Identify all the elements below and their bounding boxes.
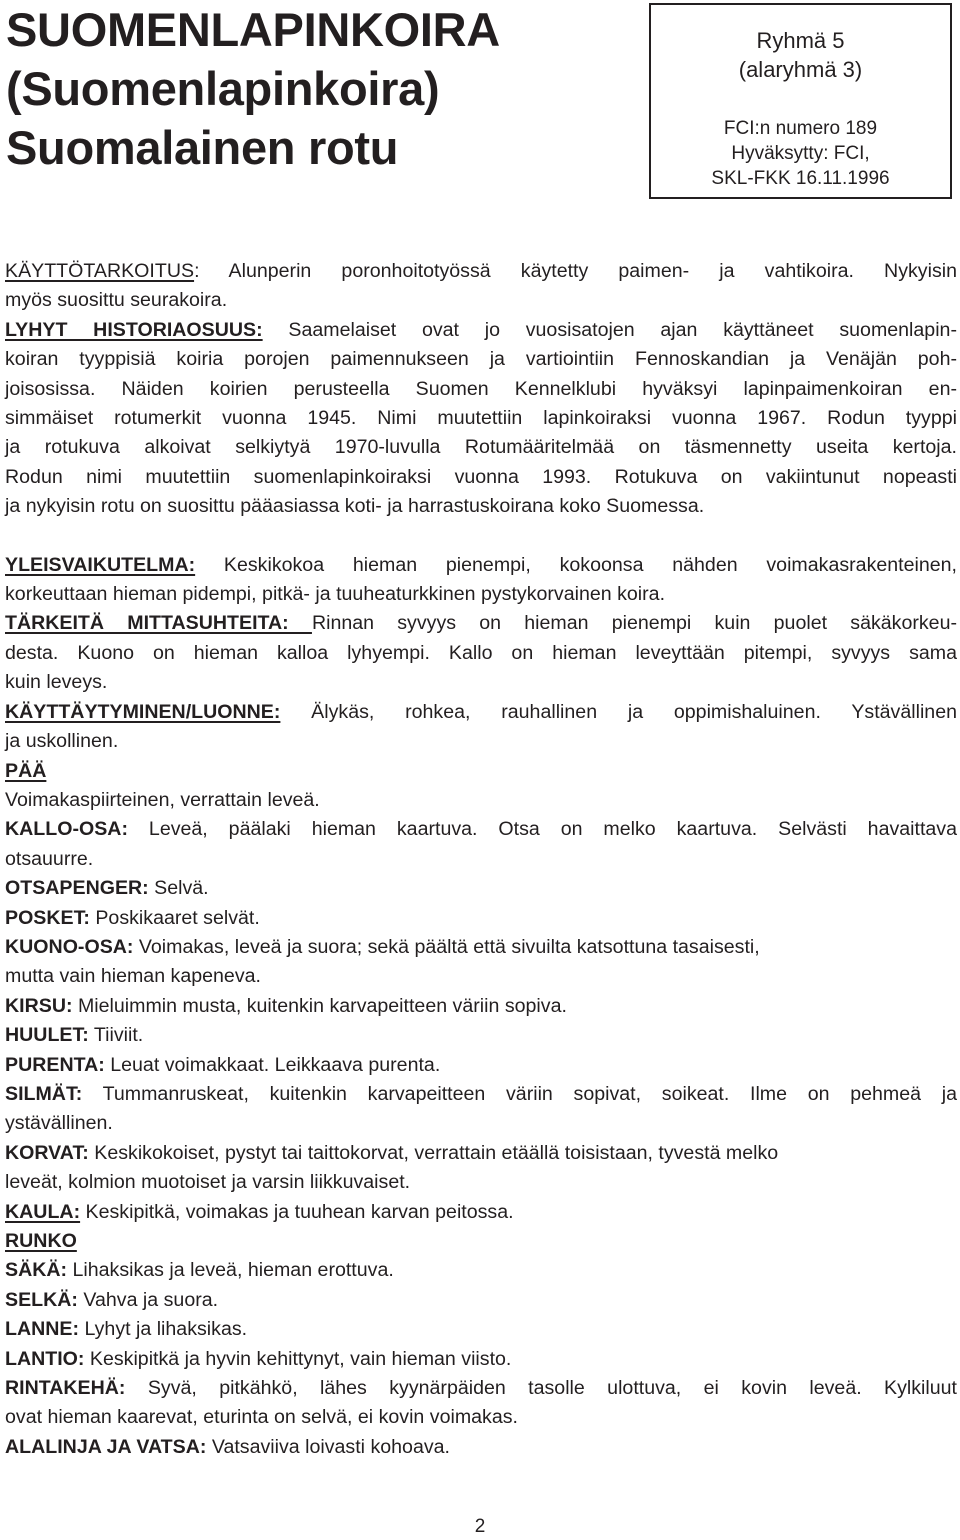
heading-kayttotarkoitus: KÄYTTÖTARKOITUS [5,260,195,282]
heading-mittasuhteet: TÄRKEITÄ MITTASUHTEITA: [5,612,312,635]
section-luonne: KÄYTTÄYTYMINEN/LUONNE: Älykäs, rohkea, rauhallinen ja oppimishaluinen. Ystävällinen ja uskollinen. [5,700,957,753]
group-block [651,26,950,84]
subgroup-label: (alaryhmä 3) [738,57,863,82]
heading-luonne: KÄYTTÄYTYMINEN/LUONNE: [5,700,281,723]
section-runko: RUNKO [5,1230,77,1252]
section-lanne: LANNE: Lyhyt ja lihaksikas. [5,1318,248,1341]
section-huulet: HUULET: Tiiviit. [5,1024,144,1047]
group-label: Ryhmä 5 [756,28,845,53]
section-posket: POSKET: Poskikaaret selvät. [5,906,260,929]
section-purenta: PURENTA: Leuat voimakkaat. Leikkaava purenta. [5,1053,441,1076]
title-line-1: SUOMENLAPINKOIRA [6,3,500,56]
heading-kuono: KUONO-OSA: [5,935,134,958]
skl-date: SKL-FKK 16.11.1996 [711,168,890,189]
fci-block [651,116,950,191]
title-line-2: (Suomenlapinkoira) [6,62,440,115]
heading-korvat: KORVAT: [5,1141,89,1164]
heading-rintakeha: RINTAKEHÄ: [5,1377,126,1400]
section-saka: SÄKÄ: Lihaksikas ja leveä, hieman erottuva. [5,1259,394,1282]
section-yleisvaikutelma: YLEISVAIKUTELMA: Keskikokoa hieman pienempi, kokoonsa nähden voimakasrakenteinen, korkeuttaan hieman pidempi, pitkä- ja tuuheaturkkinen pystykorvainen koira. [5,553,957,606]
heading-kallo: KALLO-OSA: [5,818,128,841]
section-alalinja: ALALINJA JA VATSA: Vatsaviiva loivasti kohoava. [5,1435,450,1458]
approved-label: Hyväksytty: FCI, [731,143,870,164]
section-kallo: KALLO-OSA: Leveä, päälaki hieman kaartuva. Otsa on melko kaartuva. Selvästi havaittava otsauurre. [5,818,957,870]
section-lantio: LANTIO: Keskipitkä ja hyvin kehittynyt, vain hieman viisto. [5,1347,512,1370]
fci-number: FCI:n numero 189 [723,118,878,139]
heading-yleisvaikutelma: YLEISVAIKUTELMA: [5,553,196,576]
page-number: 2 [474,1516,486,1537]
section-silmat: SILMÄT: Tummanruskeat, kuitenkin karvapeitteen väriin sopivat, soikeat. Ilme on pehmeä ja ystävällinen. [5,1082,957,1135]
section-historia: LYHYT HISTORIAOSUUS: Saamelaiset ovat jo vuosisatojen ajan käyttäneet suomenlapin- koiran tyyppisiä koiria porojen paimennukseen ja vartiointiin Fennoskandian ja Venäjän poh- joisosissa. Näiden koirien perusteella Suomen Kennelklubi hyväksyi lapinpaimenkoiran en- simmäiset rotumerkit vuonna 1945. Nimi muutettiin lapinkoiraksi vuonna 1967. Rodun tyyppi ja rotukuva alkoivat selkiytyä 1970-luvulla Rotumääritelmää on täsmennetty useita kertoja. Rodun nimi muutettiin suomenlapinkoiraksi vuonna 1993. Rotukuva on vakiintunut nopeasti ja nykyisin rotu on suosittu pääasiassa koti- ja harrastuskoirana koko Suomessa. [5,318,957,518]
section-otsapenger: OTSAPENGER: Selvä. [5,877,209,900]
standard-body [5,257,957,1462]
title-line-3: Suomalainen rotu [6,121,399,174]
page-title [6,0,626,177]
heading-silmat: SILMÄT: [5,1082,83,1105]
section-rintakeha: RINTAKEHÄ: Syvä, pitkähkö, lähes kyynärpäiden tasolle ulottuva, ei kovin leveä. Kylkiluut ovat hieman kaarevat, eturinta on selvä, ei kovin voimakas. [5,1377,957,1429]
group-info-box [649,3,952,199]
section-mittasuhteet: TÄRKEITÄ MITTASUHTEITA: Rinnan syvyys on hieman pienempi kuin puolet säkäkorkeu- desta. Kuono on hieman kalloa lyhyempi. Kallo on hieman leveyttään pitempi, syvyys sama kuin leveys. [5,612,957,694]
heading-historia: LYHYT HISTORIAOSUUS: [5,318,263,341]
section-kaula: KAULA: Keskipitkä, voimakas ja tuuhean karvan peitossa. [5,1200,514,1223]
section-kirsu: KIRSU: Mieluimmin musta, kuitenkin karvapeitteen väriin sopiva. [5,994,567,1017]
section-korvat: KORVAT: Keskikokoiset, pystyt tai taittokorvat, verrattain etäällä toisistaan, tyvestä melko leveät, kolmion muotoiset ja varsin liikkuvaiset. [5,1141,779,1194]
heading-paa: PÄÄ [5,759,47,782]
section-kuono: KUONO-OSA: Voimakas, leveä ja suora; sekä päältä että sivuilta katsottuna tasaisesti, mutta vain hieman kapeneva. [5,935,760,988]
section-kayttotarkoitus: KÄYTTÖTARKOITUS: Alunperin poronhoitotyössä käytetty paimen- ja vahtikoira. Nykyisin myös suosittu seurakoira. [5,260,957,312]
section-paa: PÄÄ Voimakaspiirteinen, verrattain leveä. [5,759,320,811]
section-selka: SELKÄ: Vahva ja suora. [5,1288,219,1311]
section-spacer [5,522,957,551]
